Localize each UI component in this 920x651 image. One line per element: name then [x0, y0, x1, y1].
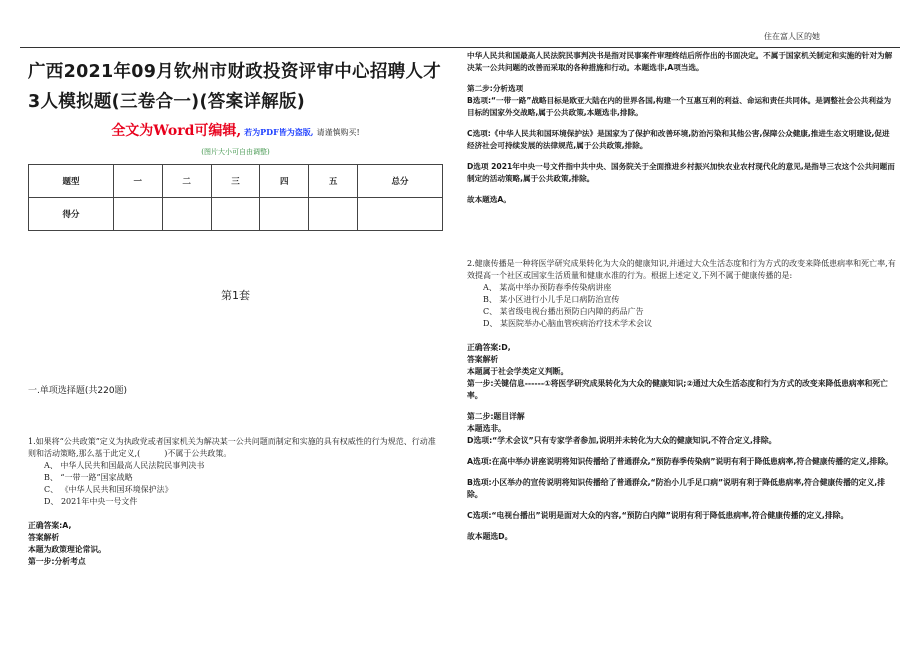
question-2-option-c-analysis: C选项:“电视台播出”说明是面对大众的内容,“预防白内障”说明有利于降低患病率,符合健康传播的定义,排除。	[467, 511, 849, 520]
score-table-score-row	[29, 198, 443, 231]
header-user-text: 住在富人区的她	[764, 32, 820, 41]
question-1-answer: 正确答案:A,	[28, 521, 72, 530]
score-table	[28, 164, 443, 231]
question-2-option-a: A、 某高中举办预防春季传染病讲座	[483, 283, 612, 292]
q1-option-d-analysis: D选项 2021年中央一号文件指中共中央、国务院关于全面推进乡村振兴加快农业农村现代化的意见,是指导三农这个公共问题而制定的活动策略,属于公共政策,排除。	[467, 162, 895, 183]
question-2-answer: 正确答案:D,	[467, 343, 511, 352]
notice-word-editable: 全文为Word可编辑,	[111, 123, 242, 139]
question-2-option-b: B、 某小区进行小儿手足口病防治宣传	[483, 295, 620, 304]
image-size-hint: (图片大小可自由调整)	[201, 148, 270, 156]
question-2-select-non: 本题选非。	[467, 424, 506, 433]
copyright-notice	[28, 124, 443, 141]
score-table-header-row	[29, 165, 443, 198]
score-cell	[211, 198, 260, 231]
q1-option-c-analysis: C选项:《中华人民共和国环境保护法》是国家为了保护和改善环境,防治污染和其他公害,保障公众健康,推进生态文明建设,促进经济社会可持续发展的法律规范,属于公共政策,排除。	[467, 129, 890, 150]
score-header-cell: 二	[162, 165, 211, 198]
score-header-cell: 一	[113, 165, 162, 198]
score-header-cell: 三	[211, 165, 260, 198]
question-2-option-d-analysis: D选项:“学术会议”只有专家学者参加,说明并未转化为大众的健康知识,不符合定义,排除。	[467, 436, 777, 445]
q1-option-b-analysis: B选项:“一带一路”战略目标是欧亚大陆在内的世界各国,构建一个互惠互利的利益、命运和责任共同体。是调整社会公共利益为目标的国家外交战略,属于公共政策,本题选非,排除。	[467, 96, 892, 117]
score-header-cell: 五	[309, 165, 358, 198]
score-header-cell: 四	[260, 165, 309, 198]
question-2-option-b-analysis: B选项:小区举办的宣传说明将知识传播给了普通群众,“防治小儿手足口病”说明有利于降低患病率,符合健康传播的定义,排除。	[467, 478, 886, 499]
score-header-cell: 题型	[29, 165, 114, 198]
question-2-option-c: C、 某省级电视台播出预防白内障的药品广告	[483, 307, 644, 316]
notice-caution: 请谨慎购买!	[316, 128, 360, 137]
question-2-option-a-analysis: A选项:在高中举办讲座说明将知识传播给了普通群众,“预防春季传染病”说明有利于降低患病率,符合健康传播的定义,排除。	[467, 457, 893, 466]
question-2-analysis-title: 答案解析	[467, 355, 499, 364]
section-heading: 一.单项选择题(共220题)	[28, 386, 128, 396]
question-1-option-c: C、 《中华人民共和国环境保护法》	[44, 485, 173, 494]
score-header-cell: 总分	[358, 165, 443, 198]
score-cell	[358, 198, 443, 231]
score-cell	[309, 198, 358, 231]
question-1-stem: 1.如果将“公共政策”定义为执政党或者国家机关为解决某一公共问题而制定和实施的具有权威性的行为规范、行动准则和活动策略,那么基于此定义,( )不属于公共政策。	[28, 437, 436, 458]
q1-conclusion: 故本题选A。	[467, 195, 511, 204]
question-2-step-2: 第二步:题目详解	[467, 412, 525, 421]
question-1-step-1: 第一步:分析考点	[28, 557, 86, 566]
question-1-analysis-title: 答案解析	[28, 533, 60, 542]
question-1-option-b: B、 “一带一路”国家战略	[44, 473, 133, 482]
right-column	[467, 50, 897, 651]
question-2-analysis-line: 本题属于社会学类定义判断。	[467, 367, 569, 376]
q1-analysis-paragraph: 中华人民共和国最高人民法院民事判决书是指对民事案件审理终结后所作出的书面决定。不属于国家机关制定和实施的针对为解决某一公共问题的改善而采取的各种措施和行动。本题选非,A项当选。	[467, 51, 893, 72]
question-1-option-d: D、 2021年中央一号文件	[44, 497, 138, 506]
score-cell	[113, 198, 162, 231]
q1-step-2-title: 第二步:分析选项	[467, 84, 524, 93]
question-1-option-a: A、 中华人民共和国最高人民法院民事判决书	[44, 461, 205, 470]
score-cell	[162, 198, 211, 231]
notice-pdf-piracy: 若为PDF皆为盗版,	[244, 127, 314, 137]
score-row-label: 得分	[29, 198, 114, 231]
question-2-option-d: D、 某医院举办心脑血管疾病治疗技术学术会议	[483, 319, 652, 328]
set-label: 第1套	[221, 289, 250, 302]
document-title: 广西2021年09月钦州市财政投资评审中心招聘人才3人模拟题(三卷合一)(答案详解版)	[28, 62, 442, 112]
question-2-step-1: 第一步:关键信息------①将医学研究成果转化为大众的健康知识;②通过大众生活态度和行为方式的改变来降低患病率和死亡率。	[467, 379, 888, 400]
question-1-analysis-line: 本题为政策理论常识。	[28, 545, 106, 554]
left-column	[28, 50, 443, 651]
question-2-stem: 2.健康传播是一种将医学研究成果转化为大众的健康知识,并通过大众生活态度和行为方式的改变来降低患病率和死亡率,有效提高一个社区或国家生活质量和健康水准的行为。根据上述定义,下列不属于健康传播的是:	[467, 259, 896, 280]
question-2-conclusion: 故本题选D。	[467, 532, 513, 541]
header-divider	[20, 47, 900, 48]
score-cell	[260, 198, 309, 231]
